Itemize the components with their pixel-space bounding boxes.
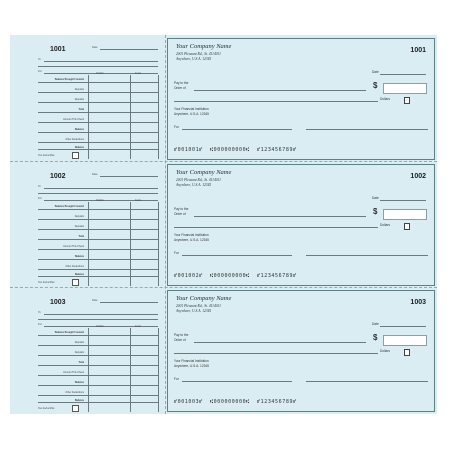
stub-to-line[interactable] (44, 61, 158, 62)
stub-row-label: Deposits (74, 225, 84, 228)
date-label: Date (372, 196, 379, 200)
memo-line[interactable] (182, 255, 292, 256)
pay-to-label: Pay to the (174, 81, 189, 85)
micr-line: ⑈001002⑈ ⑆000000000⑆ ⑈123456789⑈ (174, 273, 297, 279)
pay-to-label: Pay to the (174, 207, 189, 211)
stub-row-line (38, 249, 158, 250)
company-name: Your Company Name (176, 169, 232, 176)
dollar-sign: $ (373, 207, 378, 216)
written-amount-line[interactable] (174, 353, 378, 354)
stub-row-label: Amount This Check (63, 371, 84, 374)
tax-deductible-checkbox[interactable] (72, 152, 79, 159)
bank-name: Your Financial Institution (174, 233, 209, 237)
date-label: Date (372, 70, 379, 74)
stub-row-label: Other Deductions (65, 265, 84, 268)
payee-line[interactable] (194, 342, 366, 343)
signature-line[interactable] (306, 255, 428, 256)
signature-line[interactable] (306, 381, 428, 382)
stub-to-line[interactable] (44, 314, 158, 315)
stub-row-line (38, 112, 158, 113)
stub-row-line (38, 149, 158, 150)
stub-col-divider (130, 202, 131, 286)
company-name: Your Company Name (176, 295, 232, 302)
stub-date-line[interactable] (100, 302, 158, 303)
pay-to-label: Pay to the (174, 333, 189, 337)
stub-row-line (38, 82, 158, 83)
check (166, 289, 436, 413)
stub-col-divider (88, 328, 89, 412)
stub-row-line (38, 122, 158, 123)
stub-check-number: 1003 (50, 299, 66, 306)
stub-col-cents: Cents (134, 199, 142, 202)
stub-row-label: Balance Brought Forward (54, 78, 84, 81)
stub-to-line-2 (38, 193, 158, 194)
stub-col-cents: Cents (134, 325, 142, 328)
stub-to-line-2 (38, 319, 158, 320)
dollars-label: Dollars (380, 97, 390, 101)
stub-check-number: 1002 (50, 173, 66, 180)
memo-label: For (174, 251, 179, 255)
stub-row-label: Amount This Check (63, 245, 84, 248)
company-address: 2001 Pleasant Rd., St. 4114011 (176, 178, 221, 182)
amount-field[interactable] (383, 83, 427, 94)
stub-to-label: To (38, 58, 41, 61)
company-address: Anywhere, U.S.A. 12345 (176, 183, 212, 187)
check (166, 37, 436, 161)
security-lock-icon (404, 349, 410, 356)
company-address: 2001 Pleasant Rd., St. 4114011 (176, 52, 221, 56)
stub-row-label: Total (78, 108, 84, 111)
stub-row-line (38, 102, 158, 103)
micr-line: ⑈001001⑈ ⑆000000000⑆ ⑈123456789⑈ (174, 147, 297, 153)
stub-date-line[interactable] (100, 176, 158, 177)
date-line[interactable] (380, 200, 426, 201)
stub-col-divider (130, 75, 131, 159)
stub-col-dollars: Dollars (96, 72, 104, 75)
stub-col-divider (130, 328, 131, 412)
check-number: 1003 (410, 299, 426, 306)
stub-tax-label: Tax deductible (38, 281, 55, 284)
date-label: Date (372, 322, 379, 326)
memo-line[interactable] (182, 381, 292, 382)
stub-col-divider (88, 202, 89, 286)
stub-row-line (38, 132, 158, 133)
security-lock-icon (404, 97, 410, 104)
stub-row-line (38, 219, 158, 220)
date-line[interactable] (380, 74, 426, 75)
check-stub (10, 162, 165, 288)
tax-deductible-checkbox[interactable] (72, 405, 79, 412)
stub-row-label: Deposits (74, 98, 84, 101)
memo-label: For (174, 377, 179, 381)
stub-for-label: For (38, 323, 42, 326)
bank-name: Your Financial Institution (174, 359, 209, 363)
stub-row-line (38, 209, 158, 210)
stub-col-divider (158, 75, 159, 159)
stub-col-cents: Cents (134, 72, 142, 75)
stub-col-divider (88, 75, 89, 159)
amount-field[interactable] (383, 335, 427, 346)
stub-tax-label: Tax deductible (38, 154, 55, 157)
amount-field[interactable] (383, 209, 427, 220)
stub-row-label: Deposits (74, 88, 84, 91)
stub-to-label: To (38, 311, 41, 314)
pay-to-label: Order of (174, 86, 186, 90)
stub-row-label: Total (78, 235, 84, 238)
stub-check-number: 1001 (50, 46, 66, 53)
stub-row-line (38, 335, 158, 336)
date-line[interactable] (380, 326, 426, 327)
stub-row-line (38, 142, 158, 143)
written-amount-line[interactable] (174, 227, 378, 228)
stub-for-label: For (38, 197, 42, 200)
stub-row-label: Balance (74, 128, 84, 131)
company-address: 2001 Pleasant Rd., St. 4114011 (176, 304, 221, 308)
stub-date-line[interactable] (100, 49, 158, 50)
tax-deductible-checkbox[interactable] (72, 279, 79, 286)
stub-row-line (38, 402, 158, 403)
dollars-label: Dollars (380, 349, 390, 353)
stub-col-dollars: Dollars (96, 199, 104, 202)
stub-row-line (38, 92, 158, 93)
stub-row-line (38, 365, 158, 366)
stub-col-divider (158, 328, 159, 412)
dollar-sign: $ (373, 81, 378, 90)
bank-address: Anywhere, U.S.A. 12345 (174, 112, 209, 116)
stub-date-label: Date (92, 299, 98, 302)
micr-line: ⑈001003⑈ ⑆000000000⑆ ⑈123456789⑈ (174, 399, 297, 405)
stub-to-label: To (38, 185, 41, 188)
stub-date-label: Date (92, 173, 98, 176)
stub-to-line-2 (38, 66, 158, 67)
stub-row-label: Balance Brought Forward (54, 205, 84, 208)
check-number: 1002 (410, 173, 426, 180)
stub-row-label: Balance (74, 399, 84, 402)
memo-line[interactable] (182, 129, 292, 130)
written-amount-line[interactable] (174, 101, 378, 102)
payee-line[interactable] (194, 90, 366, 91)
stub-row-line (38, 385, 158, 386)
check-stub (10, 288, 165, 414)
stub-row-label: Other Deductions (65, 138, 84, 141)
stub-row-line (38, 395, 158, 396)
dollar-sign: $ (373, 333, 378, 342)
company-address: Anywhere, U.S.A. 12345 (176, 309, 212, 313)
check (166, 163, 436, 287)
check-number: 1001 (410, 47, 426, 54)
stub-row-label: Balance (74, 381, 84, 384)
stub-row-label: Other Deductions (65, 391, 84, 394)
stub-row-line (38, 345, 158, 346)
bank-address: Anywhere, U.S.A. 12345 (174, 364, 209, 368)
stub-row-line (38, 239, 158, 240)
stub-row-label: Amount This Check (63, 118, 84, 121)
security-lock-icon (404, 223, 410, 230)
stub-col-divider (158, 202, 159, 286)
stub-row-line (38, 355, 158, 356)
stub-row-label: Deposits (74, 351, 84, 354)
bank-name: Your Financial Institution (174, 107, 209, 111)
stub-for-label: For (38, 70, 42, 73)
payee-line[interactable] (194, 216, 366, 217)
signature-line[interactable] (306, 129, 428, 130)
stub-row-label: Balance (74, 146, 84, 149)
stub-row-label: Balance Brought Forward (54, 331, 84, 334)
stub-row-line (38, 259, 158, 260)
check-stub (10, 35, 165, 161)
bank-address: Anywhere, U.S.A. 12345 (174, 238, 209, 242)
pay-to-label: Order of (174, 212, 186, 216)
stub-to-line[interactable] (44, 188, 158, 189)
stub-row-line (38, 375, 158, 376)
stub-row-line (38, 276, 158, 277)
stub-row-label: Deposits (74, 215, 84, 218)
stub-tax-label: Tax deductible (38, 407, 55, 410)
stub-row-line (38, 229, 158, 230)
memo-label: For (174, 125, 179, 129)
stub-row-line (38, 269, 158, 270)
stub-row-label: Balance (74, 255, 84, 258)
stub-row-label: Deposits (74, 341, 84, 344)
stub-row-label: Balance (74, 273, 84, 276)
stub-date-label: Date (92, 46, 98, 49)
pay-to-label: Order of (174, 338, 186, 342)
company-name: Your Company Name (176, 43, 232, 50)
company-address: Anywhere, U.S.A. 12345 (176, 57, 212, 61)
stub-col-dollars: Dollars (96, 325, 104, 328)
dollars-label: Dollars (380, 223, 390, 227)
stub-row-label: Total (78, 361, 84, 364)
